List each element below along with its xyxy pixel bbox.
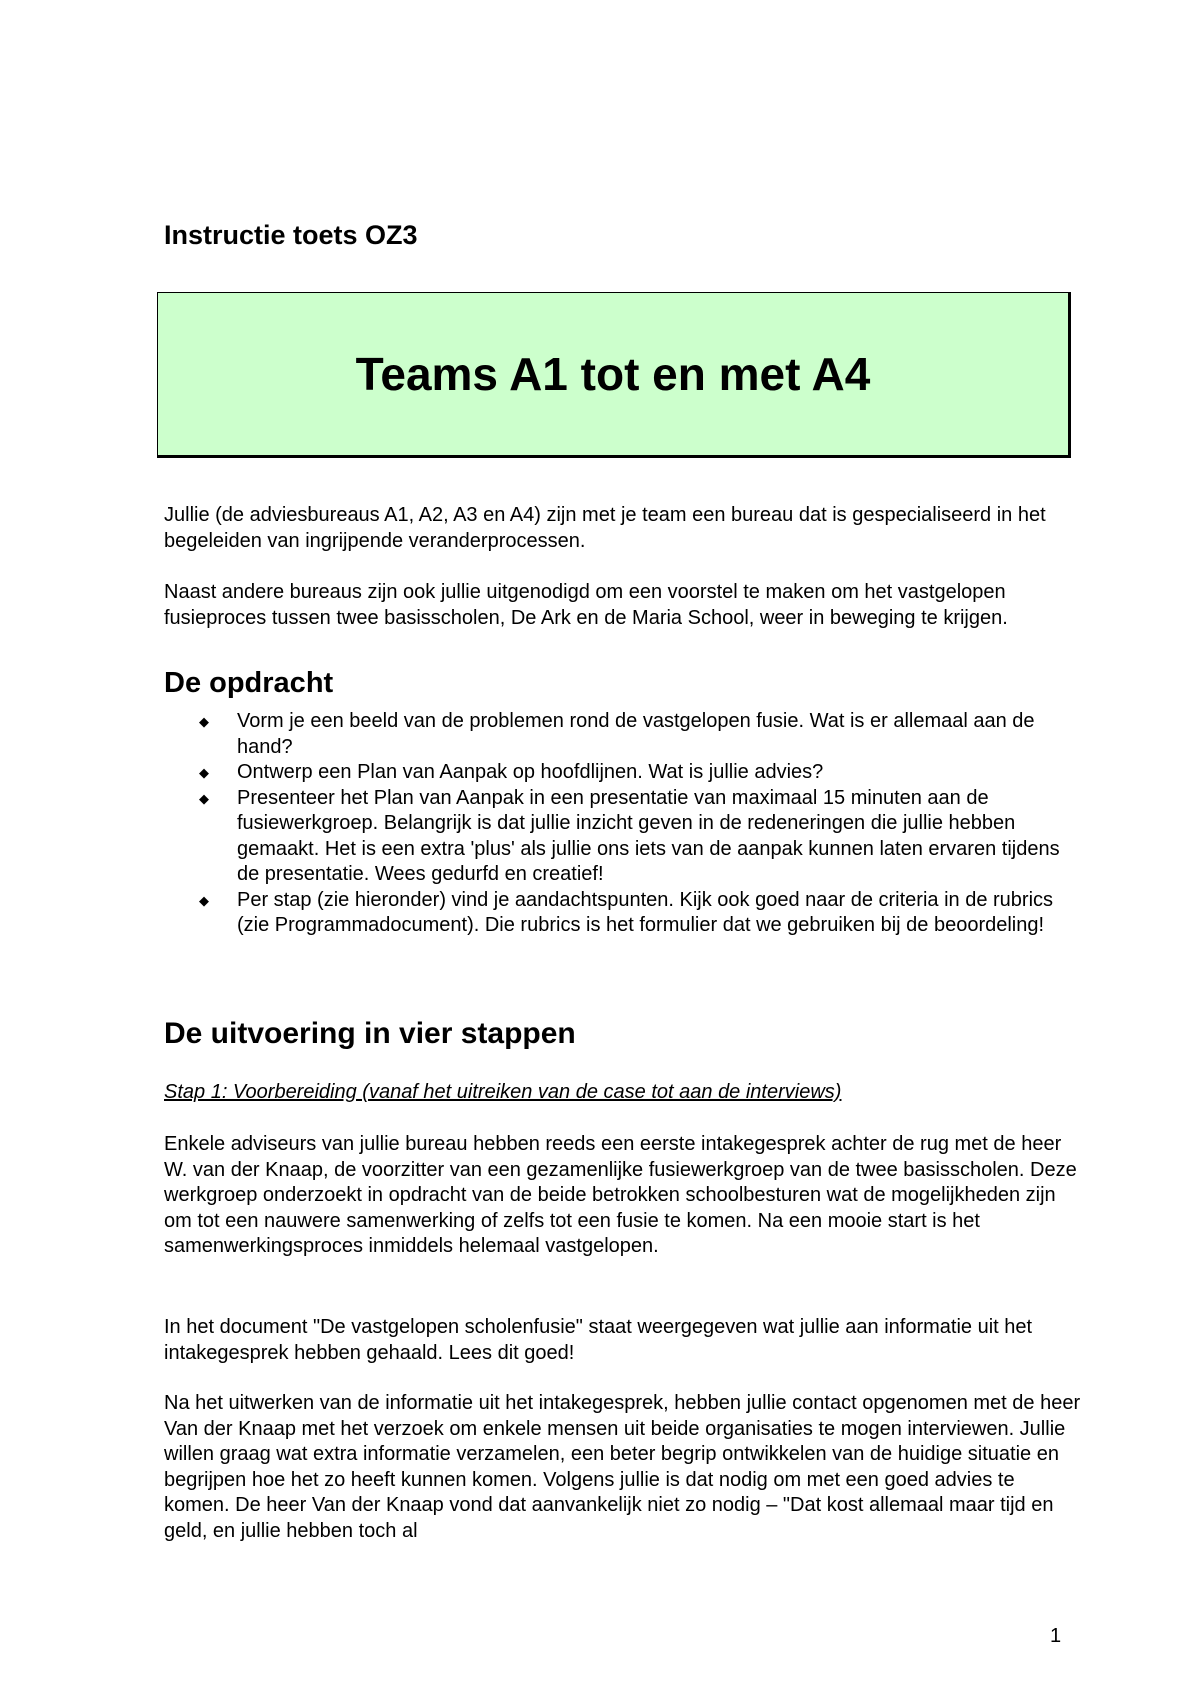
- page-number: 1: [1050, 1625, 1062, 1647]
- bullet-text: Per stap (zie hieronder) vind je aandachtspunten. Kijk ook goed naar de criteria in de rubrics (zie Programmadocument). Die rubrics is het formulier dat we gebruiken bij de beoordeling!: [237, 888, 1054, 936]
- diamond-bullet-icon: ◆: [199, 714, 209, 729]
- diamond-bullet-icon: ◆: [199, 765, 209, 780]
- diamond-bullet-icon: ◆: [199, 892, 209, 908]
- opdracht-bullet-list: [164, 709, 1084, 939]
- stap1-heading: Stap 1: Voorbereiding (vanaf het uitreiken van de case tot aan de interviews): [164, 1081, 842, 1103]
- bullet-text: Presenteer het Plan van Aanpak in een presentatie van maximaal 15 minuten aan de fusiewerkgroep. Belangrijk is dat jullie inzicht geven in de redeneringen die jullie hebben gemaakt. Het is een extra 'plus' als jullie ons iets van de aanpak kunnen laten ervaren tijdens de presentatie. Wees gedurfd en creatief!: [237, 786, 1060, 885]
- diamond-bullet-icon: ◆: [199, 790, 209, 806]
- list-item: [164, 760, 1084, 786]
- list-item: [164, 888, 1084, 939]
- list-item: [164, 709, 1084, 760]
- teams-banner: [157, 292, 1071, 458]
- uitvoering-paragraph-2: In het document "De vastgelopen scholenfusie" staat weergegeven wat jullie aan informatie uit het intakegesprek hebben gehaald. Lees dit goed!: [164, 1316, 1033, 1364]
- uitvoering-paragraph-3: Na het uitwerken van de informatie uit het intakegesprek, hebben jullie contact opgenomen met de heer Van der Knaap met het verzoek om enkele mensen uit beide organisaties te mogen interviewen. Jullie willen graag wat extra informatie verzamelen, een beter begrip ontwikkelen van de huidige situatie en begrijpen hoe het zo heeft kunnen komen. Volgens jullie is dat nodig om met een goed advies te komen. De heer Van der Knaap vond dat aanvankelijk niet zo nodig – "Dat kost allemaal maar tijd en geld, en jullie hebben toch al: [164, 1392, 1081, 1542]
- intro-paragraph-2: Naast andere bureaus zijn ook jullie uitgenodigd om een voorstel te maken om het vastgelopen fusieproces tussen twee basisscholen, De Ark en de Maria School, weer in beweging te krijgen.: [164, 581, 1008, 629]
- teams-heading: Teams A1 tot en met A4: [355, 348, 871, 400]
- section-heading-opdracht: De opdracht: [164, 667, 334, 699]
- bullet-text: Ontwerp een Plan van Aanpak op hoofdlijnen. Wat is jullie advies?: [237, 761, 824, 783]
- section-heading-uitvoering: De uitvoering in vier stappen: [164, 1017, 576, 1050]
- intro-paragraph-1: Jullie (de adviesbureaus A1, A2, A3 en A4) zijn met je team een bureau dat is gespecialiseerd in het begeleiden van ingrijpende veranderprocessen.: [164, 504, 1046, 552]
- list-item: [164, 786, 1084, 888]
- document-title: Instructie toets OZ3: [164, 220, 418, 250]
- uitvoering-paragraph-1: Enkele adviseurs van jullie bureau hebben reeds een eerste intakegesprek achter de rug met de heer W. van der Knaap, de voorzitter van een gezamenlijke fusiewerkgroep van de twee basisscholen. Deze werkgroep onderzoekt in opdracht van de beide betrokken schoolbesturen wat de mogelijkheden zijn om tot een nauwere samenwerking of zelfs tot een fusie te komen. Na een mooie start is het samenwerkingsproces inmiddels helemaal vastgelopen.: [164, 1133, 1077, 1257]
- bullet-text: Vorm je een beeld van de problemen rond de vastgelopen fusie. Wat is er allemaal aan de hand?: [237, 710, 1035, 758]
